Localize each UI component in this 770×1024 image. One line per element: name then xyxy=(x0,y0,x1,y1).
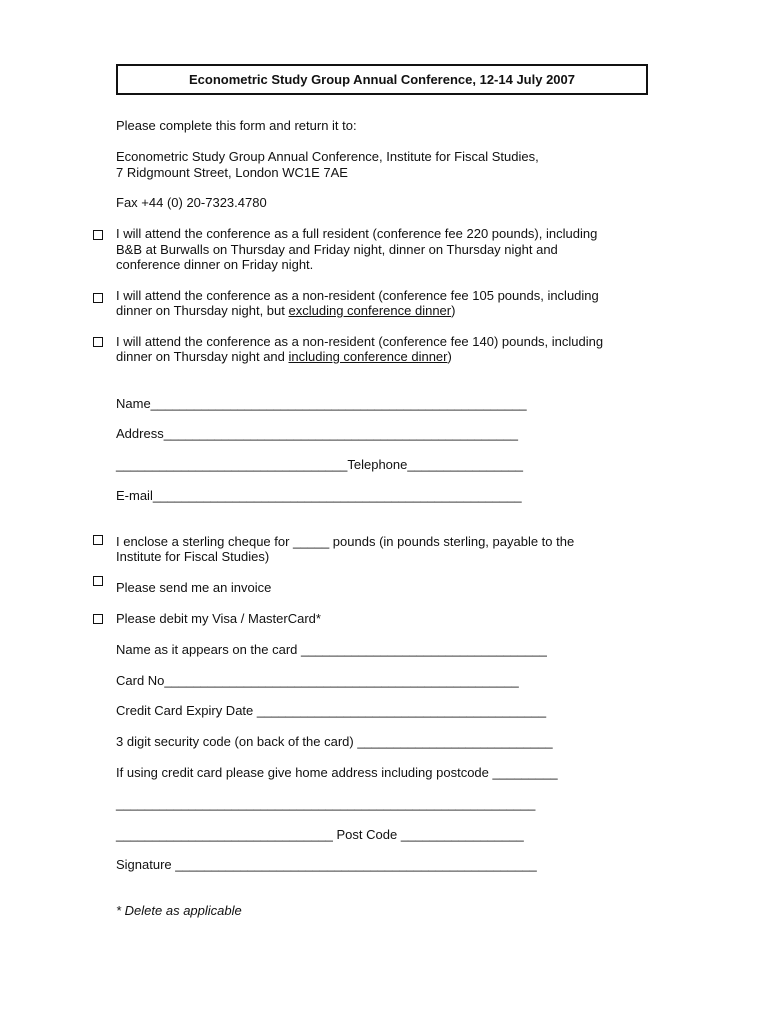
full-resident-line-3: conference dinner on Friday night. xyxy=(116,257,314,272)
page-title: Econometric Study Group Annual Conference, 12-14 July 2007 xyxy=(188,72,575,87)
cheque-line-2: Institute for Fiscal Studies) xyxy=(116,549,270,564)
security-code-field[interactable]: 3 digit security code (on back of the card) ___________________________ xyxy=(116,734,553,749)
expiry-date-field[interactable]: Credit Card Expiry Date ________________________________________ xyxy=(116,703,547,718)
full-resident-line-1: I will attend the conference as a full resident (conference fee 220 pounds), including xyxy=(116,226,598,241)
telephone-field[interactable]: ________________________________Telephone________________ xyxy=(116,457,524,472)
signature-field[interactable]: Signature __________________________________________________ xyxy=(116,857,537,872)
card-label: Please debit my Visa / MasterCard* xyxy=(116,611,321,626)
footnote: * Delete as applicable xyxy=(116,903,242,918)
non-resident-105-line-2-post: ) xyxy=(451,303,456,318)
including-dinner-underlined: including conference dinner xyxy=(288,349,448,364)
full-resident-checkbox[interactable] xyxy=(93,230,103,240)
invoice-checkbox[interactable] xyxy=(93,576,103,586)
home-address-blank[interactable]: __________________________________________________________ xyxy=(116,796,536,811)
non-resident-105-checkbox[interactable] xyxy=(93,293,103,303)
address-line-2: 7 Ridgmount Street, London WC1E 7AE xyxy=(116,165,348,180)
cheque-line-1: I enclose a sterling cheque for _____ pounds (in pounds sterling, payable to the xyxy=(116,534,575,549)
name-on-card-field[interactable]: Name as it appears on the card __________________________________ xyxy=(116,642,547,657)
address-line-1: Econometric Study Group Annual Conference, Institute for Fiscal Studies, xyxy=(116,149,539,164)
return-instruction: Please complete this form and return it to: xyxy=(116,118,357,133)
non-resident-140-line-2-pre: dinner on Thursday night and xyxy=(116,349,289,364)
non-resident-105-line-2-pre: dinner on Thursday night, but xyxy=(116,303,289,318)
home-address-field[interactable]: If using credit card please give home address including postcode _________ xyxy=(116,765,558,780)
title-box xyxy=(116,64,648,95)
non-resident-105-line-2 xyxy=(116,303,455,319)
full-resident-line-2: B&B at Burwalls on Thursday and Friday night, dinner on Thursday night and xyxy=(116,242,558,257)
card-checkbox[interactable] xyxy=(93,614,103,624)
invoice-label: Please send me an invoice xyxy=(116,580,272,595)
card-number-field[interactable]: Card No_________________________________________________ xyxy=(116,673,519,688)
fax-number: Fax +44 (0) 20-7323.4780 xyxy=(116,195,267,210)
excluding-dinner-underlined: excluding conference dinner xyxy=(288,303,452,318)
non-resident-140-line-2-post: ) xyxy=(447,349,452,364)
name-field[interactable]: Name____________________________________________________ xyxy=(116,396,527,411)
non-resident-140-line-2 xyxy=(116,349,452,365)
post-code-field[interactable]: ______________________________ Post Code _________________ xyxy=(116,827,524,842)
cheque-checkbox[interactable] xyxy=(93,535,103,545)
email-field[interactable]: E-mail___________________________________________________ xyxy=(116,488,522,503)
non-resident-140-line-1: I will attend the conference as a non-resident (conference fee 140) pounds, including xyxy=(116,334,604,349)
non-resident-105-line-1: I will attend the conference as a non-resident (conference fee 105 pounds, including xyxy=(116,288,599,303)
non-resident-140-checkbox[interactable] xyxy=(93,337,103,347)
address-field[interactable]: Address_________________________________________________ xyxy=(116,426,518,441)
